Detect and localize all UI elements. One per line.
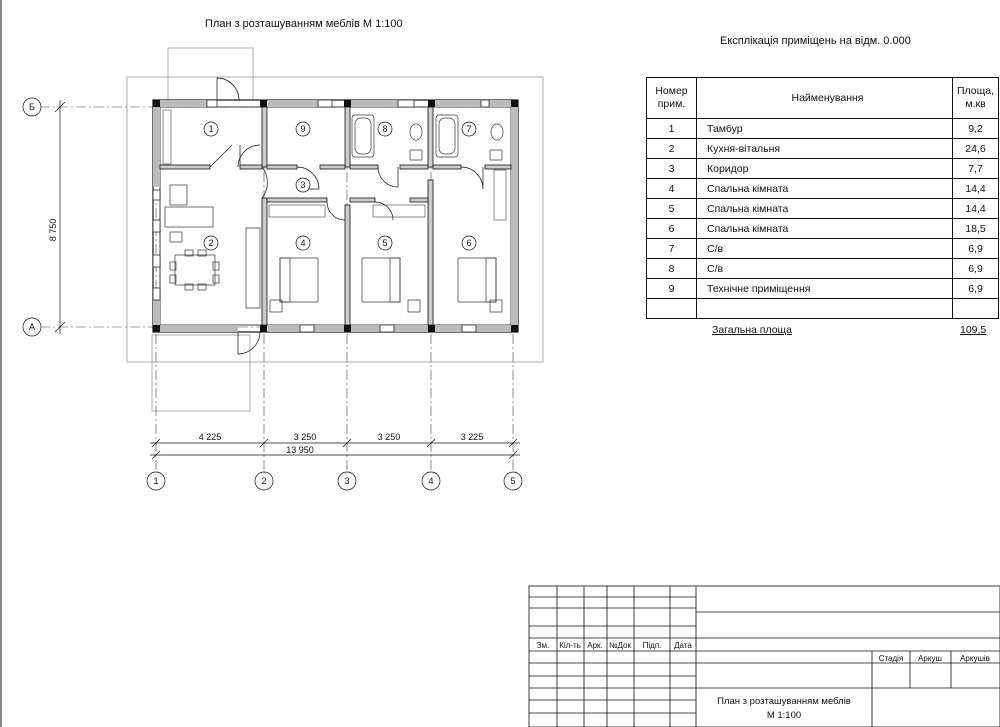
stamp-header: Арк.	[587, 641, 603, 650]
table-cell-name: Спальна кімната	[697, 179, 953, 199]
table-cell-area	[953, 299, 999, 319]
stamp-header: Зм.	[536, 641, 550, 650]
stamp-header: Кіл-ть	[559, 641, 581, 650]
explication-table	[646, 77, 999, 319]
room-label: 5	[382, 238, 388, 248]
col-header-area: Площа, м.кв	[953, 78, 999, 119]
table-row	[647, 159, 999, 179]
table-cell-name: Тамбур	[697, 119, 953, 139]
col-header-name: Найменування	[697, 78, 953, 119]
axis-number: 4	[428, 476, 434, 486]
table-cell-name: Спальна кімната	[697, 199, 953, 219]
table-cell-name	[697, 299, 953, 319]
axis-number: 1	[153, 476, 159, 486]
table-cell-num	[647, 299, 697, 319]
windows	[153, 100, 489, 332]
stamp-header: №Док	[608, 641, 632, 650]
room-label: 2	[208, 238, 214, 248]
stamp-header: Аркушів	[960, 654, 990, 663]
table-cell-area: 6,9	[953, 259, 999, 279]
sheet-title-line: План з розташуванням меблів	[717, 696, 851, 707]
stamp-header: Стадія	[878, 654, 904, 663]
dim-label: 4 225	[198, 432, 222, 442]
dim-label: 3 225	[460, 432, 484, 442]
table-cell-num: 3	[647, 159, 697, 179]
col-header-number: Номер прим.	[647, 78, 697, 119]
furniture	[165, 115, 503, 312]
room-label: 3	[300, 180, 306, 190]
table-cell-area: 18,5	[953, 219, 999, 239]
table-cell-num: 7	[647, 239, 697, 259]
axis-number: 3	[344, 476, 350, 486]
table-cell-area: 14,4	[953, 199, 999, 219]
room-label: 6	[466, 238, 472, 248]
vertical-dim-label: 8 750	[48, 218, 58, 242]
total-dim-label: 13 950	[286, 445, 314, 455]
table-cell-area: 7,7	[953, 159, 999, 179]
room-label: 1	[208, 124, 214, 134]
table-row	[647, 219, 999, 239]
blind-area-outline	[127, 77, 543, 362]
table-cell-num: 8	[647, 259, 697, 279]
dim-label: 3 250	[377, 432, 401, 442]
table-cell-area: 24,6	[953, 139, 999, 159]
explication-title: Експлікація приміщень на відм. 0.000	[720, 35, 911, 47]
room-label: 8	[382, 124, 388, 134]
table-cell-area: 14,4	[953, 179, 999, 199]
vertical-dimension	[55, 100, 65, 334]
table-cell-num: 2	[647, 139, 697, 159]
table-row	[647, 119, 999, 139]
axis-letter: Б	[29, 102, 35, 112]
table-cell-num: 5	[647, 199, 697, 219]
table-cell-area: 6,9	[953, 279, 999, 299]
stamp-header: Аркуш	[918, 654, 942, 663]
horizontal-dimensions	[150, 439, 520, 459]
sheet-title-line: М 1:100	[766, 710, 802, 721]
stamp-header: Підп.	[642, 641, 662, 650]
room-label: 7	[466, 124, 472, 134]
sheet-title	[717, 696, 851, 721]
table-cell-area: 6,9	[953, 239, 999, 259]
table-cell-name: Коридор	[697, 159, 953, 179]
table-cell-name: С/в	[697, 239, 953, 259]
stamp-header: Дата	[674, 641, 692, 650]
table-row	[647, 279, 999, 299]
porch-bottom	[152, 335, 250, 411]
table-cell-name: Кухня-вітальня	[697, 139, 953, 159]
axis-number: 2	[261, 476, 267, 486]
total-area-value: 109,5	[960, 324, 987, 336]
table-cell-num: 1	[647, 119, 697, 139]
table-cell-name: Технічне приміщення	[697, 279, 953, 299]
table-cell-num: 9	[647, 279, 697, 299]
total-area-label: Загальна площа	[712, 324, 793, 336]
table-cell-name: Спальна кімната	[697, 219, 953, 239]
table-cell-num: 6	[647, 219, 697, 239]
table-cell-area: 9,2	[953, 119, 999, 139]
axis-letter: А	[28, 322, 36, 332]
plan-title: План з розташуванням меблів М 1:100	[205, 18, 403, 30]
table-cell-name: С/в	[697, 259, 953, 279]
table-row	[647, 259, 999, 279]
table-row	[647, 199, 999, 219]
table-cell-num: 4	[647, 179, 697, 199]
room-label: 9	[300, 124, 306, 134]
axis-number: 5	[510, 476, 516, 486]
table-row	[647, 179, 999, 199]
table-row	[647, 239, 999, 259]
table-row	[647, 299, 999, 319]
porch-top	[168, 48, 253, 100]
dim-label: 3 250	[293, 432, 317, 442]
table-row	[647, 139, 999, 159]
room-label: 4	[300, 238, 306, 248]
